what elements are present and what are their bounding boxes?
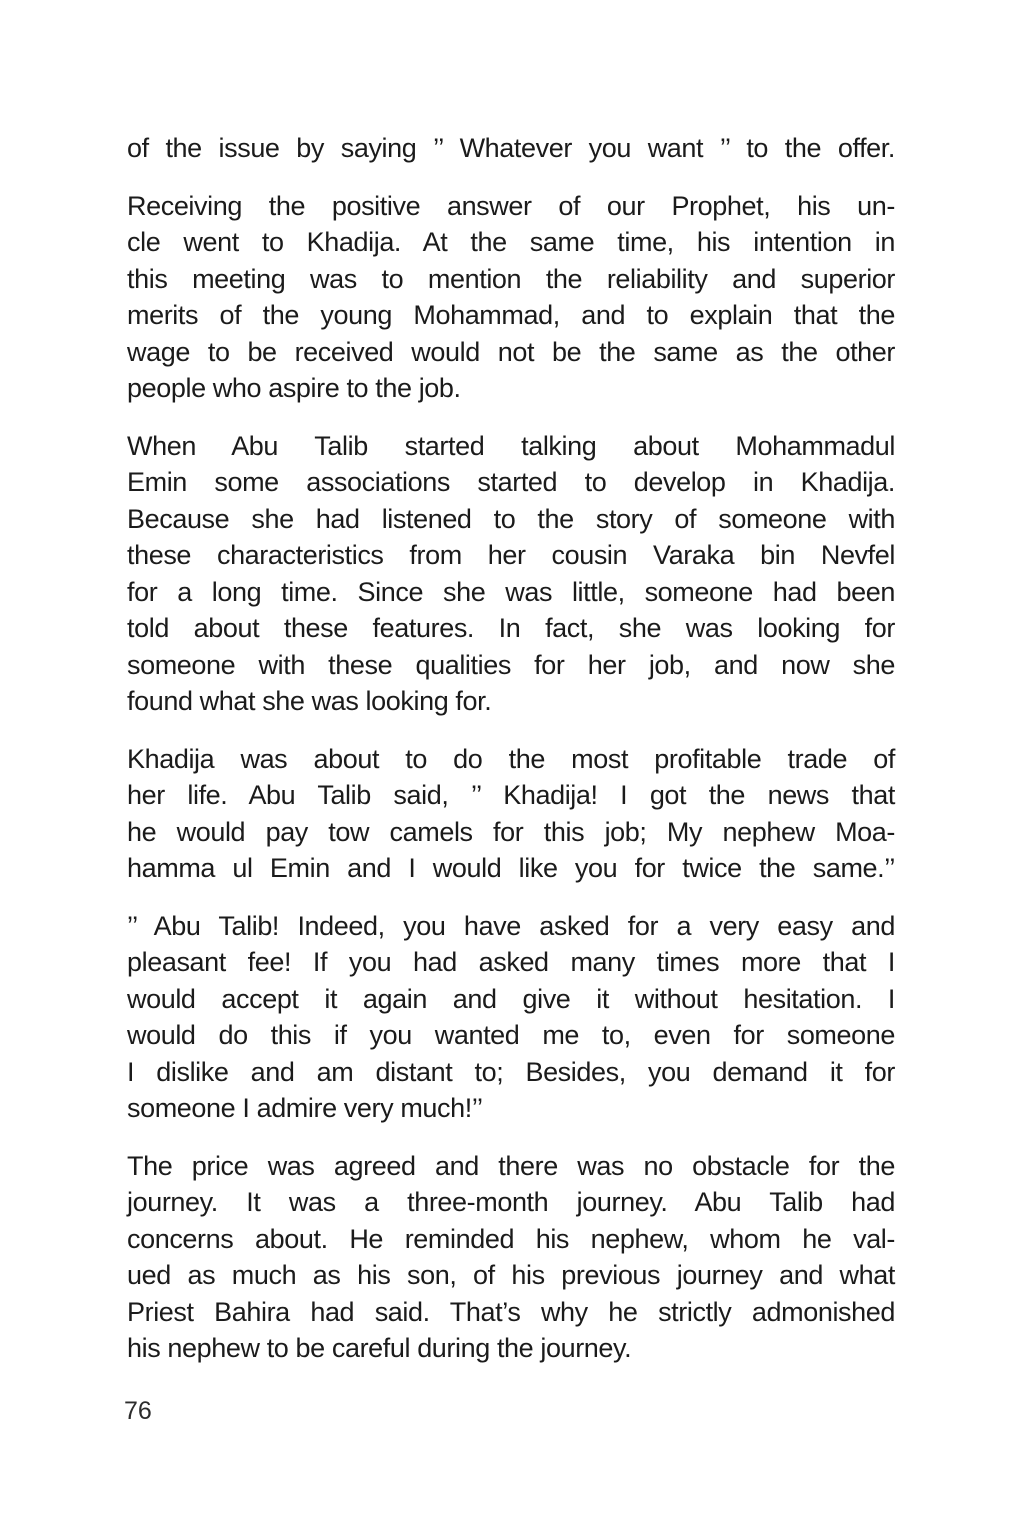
text-line: would do this if you wanted me to, even for someone (127, 1020, 895, 1050)
text-line: someone with these qualities for her job, and now she (127, 649, 895, 680)
paragraph (127, 130, 895, 167)
paragraph (127, 741, 895, 887)
text-line: I dislike and am distant to; Besides, you demand it for (127, 1056, 895, 1087)
text-line: The price was agreed and there was no obstacle for the (127, 1150, 895, 1181)
text-line: Emin some associations started to develop in Khadija. (127, 467, 895, 497)
text-line: this meeting was to mention the reliability and superior (127, 263, 895, 294)
text-line: journey. It was a three-month journey. Abu Talib had (127, 1187, 895, 1217)
text-line: someone I admire very much!’’ (127, 1093, 483, 1123)
paragraph (127, 1148, 895, 1367)
text-line: Priest Bahira had said. That’s why he strictly admonished (127, 1296, 895, 1327)
page-number: 76 (124, 1397, 152, 1425)
page-text (127, 130, 895, 1388)
text-line: Khadija was about to do the most profitable trade of (127, 743, 895, 774)
text-line: wage to be received would not be the same as the other (127, 336, 895, 367)
text-line: would accept it again and give it without hesitation. I (127, 983, 895, 1014)
text-line: ued as much as his son, of his previous journey and what (127, 1260, 895, 1290)
text-line: his nephew to be careful during the journey. (127, 1333, 632, 1363)
text-line: told about these features. In fact, she was looking for (127, 613, 895, 643)
text-line: her life. Abu Talib said, ’’ Khadija! I got the news that (127, 780, 895, 810)
text-line: for a long time. Since she was little, someone had been (127, 576, 895, 607)
text-line: found what she was looking for. (127, 686, 492, 716)
paragraph (127, 428, 895, 720)
text-line: ’’ Abu Talib! Indeed, you have asked for a very easy and (127, 910, 895, 941)
paragraph (127, 188, 895, 407)
paragraph (127, 908, 895, 1127)
text-line: When Abu Talib started talking about Mohammadul (127, 430, 895, 461)
text-line: of the issue by saying ’’ Whatever you want ’’ to the offer. (127, 133, 895, 163)
text-line: Because she had listened to the story of someone with (127, 503, 895, 534)
text-line: concerns about. He reminded his nephew, whom he val- (127, 1223, 895, 1254)
text-line: cle went to Khadija. At the same time, his intention in (127, 227, 895, 257)
text-line: he would pay tow camels for this job; My nephew Moa- (127, 816, 895, 847)
text-line: pleasant fee! If you had asked many times more that I (127, 947, 895, 977)
text-line: hamma ul Emin and I would like you for twice the same.’’ (127, 853, 895, 883)
text-line: these characteristics from her cousin Varaka bin Nevfel (127, 540, 895, 570)
text-line: people who aspire to the job. (127, 373, 461, 403)
text-line: merits of the young Mohammad, and to explain that the (127, 300, 895, 330)
text-line: Receiving the positive answer of our Prophet, his un- (127, 190, 895, 221)
